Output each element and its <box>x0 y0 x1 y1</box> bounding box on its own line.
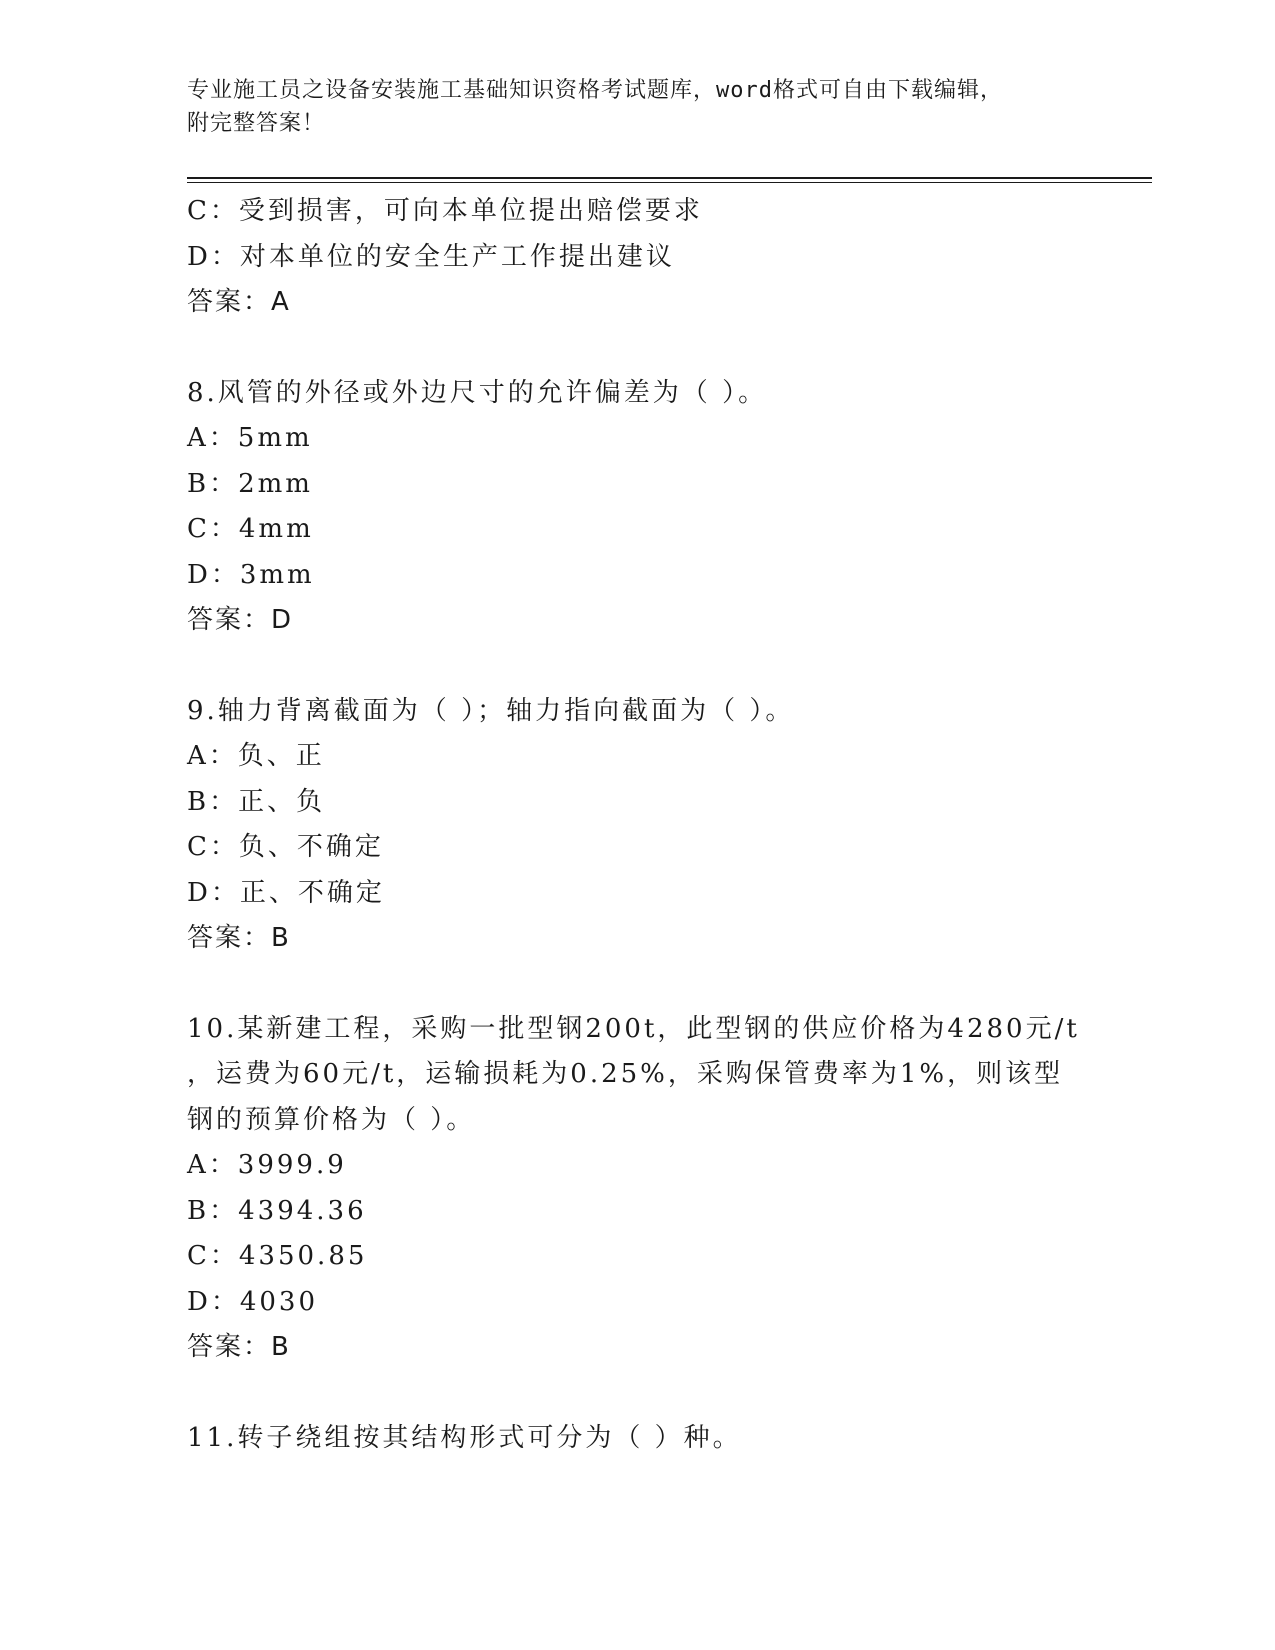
option-b: B：正、负 <box>187 786 326 817</box>
question-text-line-1: 10.某新建工程，采购一批型钢200t，此型钢的供应价格为4280元/t <box>187 1013 1080 1044</box>
option-a: A：3999.9 <box>187 1150 347 1180</box>
option-a: A：负、正 <box>187 741 325 771</box>
option-b: B：2mm <box>187 468 313 499</box>
answer: 答案：A <box>187 287 291 317</box>
option-d: D：4030 <box>187 1286 319 1317</box>
question-7-tail <box>187 189 1087 326</box>
option-d: D：正、不确定 <box>187 877 385 908</box>
question-11 <box>187 1416 1087 1462</box>
page-header <box>187 74 1087 140</box>
option-c: C：4350.85 <box>187 1241 368 1271</box>
question-text-line-3: 钢的预算价格为（ ）。 <box>187 1104 476 1135</box>
spacer <box>187 326 1087 371</box>
header-line-1: 专业施工员之设备安装施工基础知识资格考试题库，word格式可自由下载编辑， <box>187 78 1003 103</box>
option-c: C：受到损害，可向本单位提出赔偿要求 <box>187 196 703 226</box>
spacer <box>187 1371 1087 1416</box>
option-c: C：负、不确定 <box>187 832 384 862</box>
spacer <box>187 644 1087 689</box>
header-line-2: 附完整答案！ <box>187 111 326 136</box>
answer: 答案：D <box>187 605 294 635</box>
header-divider-thin <box>187 182 1152 183</box>
option-d: D：对本单位的安全生产工作提出建议 <box>187 241 675 272</box>
answer: 答案：B <box>187 1332 291 1362</box>
answer: 答案：B <box>187 923 291 953</box>
question-text: 11.转子绕组按其结构形式可分为（ ）种。 <box>187 1422 742 1453</box>
option-a: A：5mm <box>187 423 313 453</box>
question-text: 9.轴力背离截面为（ ）；轴力指向截面为（ ）。 <box>187 695 795 726</box>
header-divider-thick <box>187 177 1152 179</box>
question-9 <box>187 689 1087 962</box>
question-10 <box>187 1007 1087 1371</box>
question-8 <box>187 371 1087 644</box>
option-c: C：4mm <box>187 514 314 544</box>
option-d: D：3mm <box>187 559 315 590</box>
option-b: B：4394.36 <box>187 1195 367 1226</box>
spacer <box>187 962 1087 1007</box>
question-text: 8.风管的外径或外边尺寸的允许偏差为（ ）。 <box>187 377 768 408</box>
question-text-line-2: ，运费为60元/t，运输损耗为0.25%，采购保管费率为1%，则该型 <box>187 1059 1064 1089</box>
document-body <box>187 189 1087 1461</box>
